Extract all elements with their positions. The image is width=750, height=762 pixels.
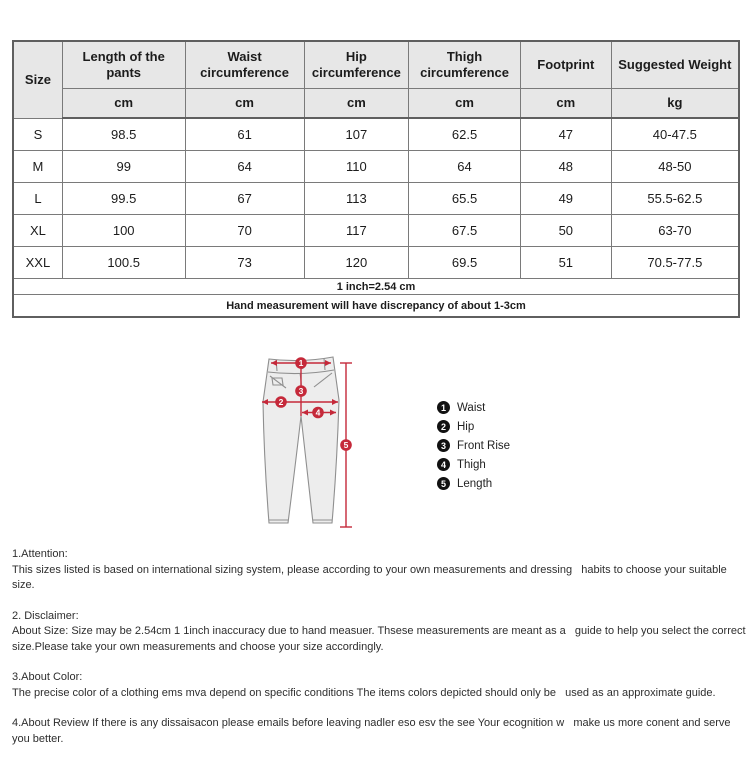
section-about-color [12, 670, 746, 701]
legend-bullet: 4 [437, 458, 450, 471]
size-cell: XL [13, 215, 62, 247]
section-heading: 2. Disclaimer: [12, 609, 79, 622]
value-cell: 120 [304, 247, 409, 279]
marker-hip-num: 2 [278, 397, 284, 407]
header-row [13, 41, 739, 89]
header-cell-length: Length of the pants [62, 41, 185, 89]
value-cell: 73 [185, 247, 304, 279]
size-cell: XXL [13, 247, 62, 279]
size-row-s [13, 118, 739, 151]
value-cell: 100 [62, 215, 185, 247]
section-body: 4.About Review If there is any dissaisacon please emails before leaving nadler eso esv the see Your ecognition w make us more conent and serve you better. [12, 717, 734, 745]
note-hand: Hand measurement will have discrepancy of about 1-3cm [13, 295, 739, 318]
marker-front-rise-num: 3 [298, 386, 304, 396]
marker-thigh-num: 4 [315, 407, 321, 418]
value-cell: 70 [185, 215, 304, 247]
marker-waist-num: 1 [298, 358, 304, 368]
section-body: The precise color of a clothing ems mva depend on specific conditions The items colors depicted should only be used as an approximate guide. [12, 686, 716, 699]
value-cell: 47 [520, 118, 611, 151]
size-cell: M [13, 151, 62, 183]
value-cell: 48-50 [611, 151, 739, 183]
value-cell: 67.5 [409, 215, 521, 247]
value-cell: 50 [520, 215, 611, 247]
units-row [13, 89, 739, 119]
value-cell: 48 [520, 151, 611, 183]
value-cell: 65.5 [409, 183, 521, 215]
unit-cell: cm [409, 89, 521, 119]
legend-item-length [437, 474, 510, 493]
value-cell: 67 [185, 183, 304, 215]
value-cell: 98.5 [62, 118, 185, 151]
unit-cell: kg [611, 89, 739, 119]
value-cell: 62.5 [409, 118, 521, 151]
notes-section [12, 547, 749, 762]
value-cell: 64 [185, 151, 304, 183]
note-inch: 1 inch=2.54 cm [13, 279, 739, 295]
unit-cell: cm [62, 89, 185, 119]
legend-label: Hip [457, 420, 475, 433]
header-cell-thigh: Thigh circumference [409, 41, 521, 89]
note-row-inch [13, 279, 739, 295]
section-heading: 1.Attention: [12, 548, 68, 560]
value-cell: 63-70 [611, 215, 739, 247]
unit-cell: cm [304, 89, 409, 119]
value-cell: 51 [520, 247, 611, 279]
size-chart [12, 40, 740, 318]
header-cell-weight: Suggested Weight [611, 41, 739, 89]
legend-bullet: 2 [437, 420, 450, 433]
pants-diagram [256, 345, 388, 545]
value-cell: 69.5 [409, 247, 521, 279]
value-cell: 49 [520, 183, 611, 215]
size-row-l [13, 183, 739, 215]
marker-length-num: 5 [343, 440, 349, 450]
size-cell: L [13, 183, 62, 215]
value-cell: 110 [304, 151, 409, 183]
section-heading: 3.About Color: [12, 671, 83, 683]
section-body: This sizes listed is based on international sizing system, please according to your own measurements and dressing habits to choose your suitable size. [12, 563, 730, 591]
legend-label: Thigh [457, 458, 486, 471]
size-row-m [13, 151, 739, 183]
value-cell: 99.5 [62, 183, 185, 215]
legend-item-hip [437, 417, 510, 436]
unit-cell: cm [185, 89, 304, 119]
legend-label: Length [457, 477, 493, 490]
legend-label: Waist [457, 401, 486, 414]
size-chart-table [12, 40, 740, 318]
section-disclaimer [12, 609, 749, 656]
header-cell-footprint: Footprint [520, 41, 611, 89]
legend-item-waist [437, 398, 510, 417]
value-cell: 99 [62, 151, 185, 183]
value-cell: 113 [304, 183, 409, 215]
section-about-review [12, 716, 746, 747]
legend-item-front-rise [437, 436, 510, 455]
value-cell: 107 [304, 118, 409, 151]
size-row-xl [13, 215, 739, 247]
value-cell: 117 [304, 215, 409, 247]
value-cell: 40-47.5 [611, 118, 739, 151]
size-cell: S [13, 118, 62, 151]
section-attention [12, 547, 746, 594]
measurement-legend [437, 398, 510, 493]
unit-cell: cm [520, 89, 611, 119]
value-cell: 100.5 [62, 247, 185, 279]
legend-item-thigh [437, 455, 510, 474]
header-cell-size: Size [13, 41, 62, 118]
legend-bullet: 3 [437, 439, 450, 452]
value-cell: 70.5-77.5 [611, 247, 739, 279]
section-body: About Size: Size may be 2.54cm 1 1inch inaccuracy due to hand measuer. Thsese measurements are meant as a guide to help you select the correct size.Please take your own measurements and choose your size accordingly. [12, 625, 749, 653]
note-row-hand [13, 295, 739, 318]
legend-label: Front Rise [457, 439, 511, 452]
header-cell-waist: Waist circumference [185, 41, 304, 89]
value-cell: 61 [185, 118, 304, 151]
legend-bullet: 1 [437, 401, 450, 414]
value-cell: 55.5-62.5 [611, 183, 739, 215]
size-row-xxl [13, 247, 739, 279]
value-cell: 64 [409, 151, 521, 183]
legend-bullet: 5 [437, 477, 450, 490]
header-cell-hip: Hip circumference [304, 41, 409, 89]
